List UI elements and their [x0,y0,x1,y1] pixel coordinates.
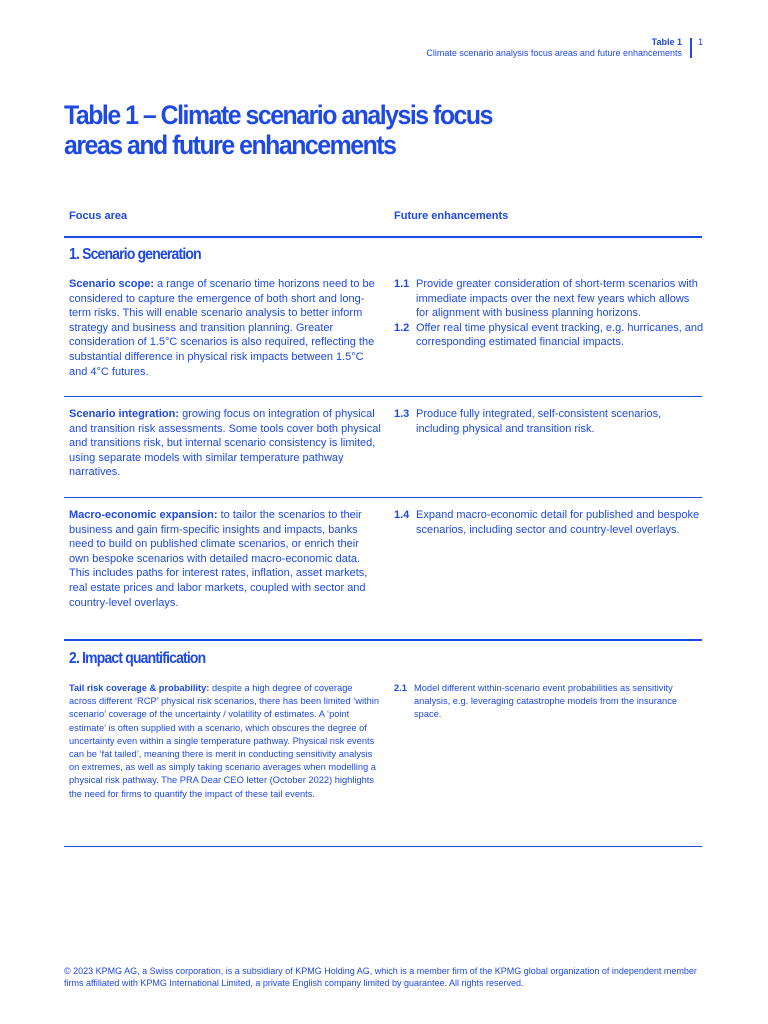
enhancements-list [394,508,704,537]
focus-area-lead: Scenario integration: [69,408,180,420]
row-divider [64,497,702,498]
enhancement-item [394,277,704,321]
focus-area-lead: Scenario scope: [69,278,154,290]
focus-area-scenario-integration [69,407,381,480]
page-title-line-2: areas and future enhancements [64,130,396,160]
enhancement-text: Model different within-scenario event probabilities as sensitivity analysis, e.g. leveraging catastrophe models from the insurance space. [414,683,678,720]
copyright-footer: © 2023 KPMG AG, a Swiss corporation, is a subsidiary of KPMG Holding AG, which is a member firm of the KPMG global organization of independent member firms affiliated with KPMG International Limited, a private English company limited by guarantee. All rights reserved. [64,966,697,988]
enhancement-item [394,682,704,722]
section-title-scenario-generation: 1. Scenario generation [69,246,201,263]
enhancement-text: Provide greater consideration of short-term scenarios with immediate impacts over the next few years which allows for alignment with business planning horizons. [416,278,698,320]
enhancement-number: 2.1 [394,683,407,693]
enhancement-text: Produce fully integrated, self-consistent scenarios, including physical and transition risk. [416,408,662,435]
focus-area-tail-risk [69,682,381,801]
page-title [64,100,542,160]
table-rule [64,236,702,238]
enhancement-item [394,321,704,350]
row-divider [64,846,702,847]
running-header-table-label: Table 1 [651,37,682,47]
running-header-subtitle: Climate scenario analysis focus areas and future enhancements [426,48,682,58]
page-number: 1 [698,37,704,47]
enhancement-text: Expand macro-economic detail for published and bespoke scenarios, including sector and country-level overlays. [416,509,700,536]
enhancement-item [394,508,704,537]
page-title-line-1: Table 1 – Climate scenario analysis focus [64,100,492,130]
enhancements-list [394,682,704,722]
enhancements-list [394,407,704,436]
header-divider [690,38,692,58]
enhancement-number: 1.1 [394,278,410,290]
focus-area-lead: Tail risk coverage & probability: [69,683,210,693]
enhancement-number: 1.3 [394,408,410,420]
enhancement-number: 1.2 [394,321,410,334]
column-header-future-enhancements: Future enhancements [394,210,509,222]
focus-area-text: a range of scenario time horizons need to be considered to capture the emergence of both short and long-term risks. This will enable scenario analysis to better inform strategy and business and transition planning. Greater consideration of 1.5°C scenarios is also required, reflecting the substantial difference in physical risk impacts between 1.5°C and 4°C futures. [69,278,375,378]
column-header-focus-area: Focus area [69,210,128,222]
focus-area-scenario-scope [69,277,381,379]
enhancement-number: 1.4 [394,509,410,521]
focus-area-text: growing focus on integration of physical and transition risk assessments. Some tools cover both physical and transitions risk, but internal scenario consistency is limited, using separate models with similar temperature pathway narratives. [69,408,381,479]
enhancement-item [394,407,704,436]
focus-area-text: despite a high degree of coverage across different ‘RCP’ physical risk scenarios, there has been limited ‘within scenario’ coverage of the uncertainty / volatility of estimates. A ‘point estimate’ is often supplied with a scenario, which obscures the degree of uncertainty even within a single temperature pathway. Physical risk events can be ‘fat tailed’, meaning there is merit in conducting sensitivity analysis on extremes, as well as simply taking scenario averages when modelling a physical risk pathway. The PRA Dear CEO letter (October 2022) highlights the need for firms to quantify the impact of these tail events. [69,683,380,799]
row-divider [64,396,702,397]
section-rule [64,639,702,641]
enhancements-list [394,277,704,350]
focus-area-lead: Macro-economic expansion: [69,509,218,521]
focus-area-macro-economic-expansion [69,508,381,610]
enhancement-text: Offer real time physical event tracking, e.g. hurricanes, and corresponding estimated financial impacts. [416,321,704,349]
running-header [426,37,682,59]
section-title-impact-quantification: 2. Impact quantification [69,650,206,667]
focus-area-text: to tailor the scenarios to their business and gain firm-specific insights and impacts, banks need to build on published climate scenarios, or enrich their own bespoke scenarios with detailed macro-economic data. This includes paths for interest rates, inflation, asset markets, real estate prices and labor markets, coupled with sector and country-level overlays. [69,509,368,609]
